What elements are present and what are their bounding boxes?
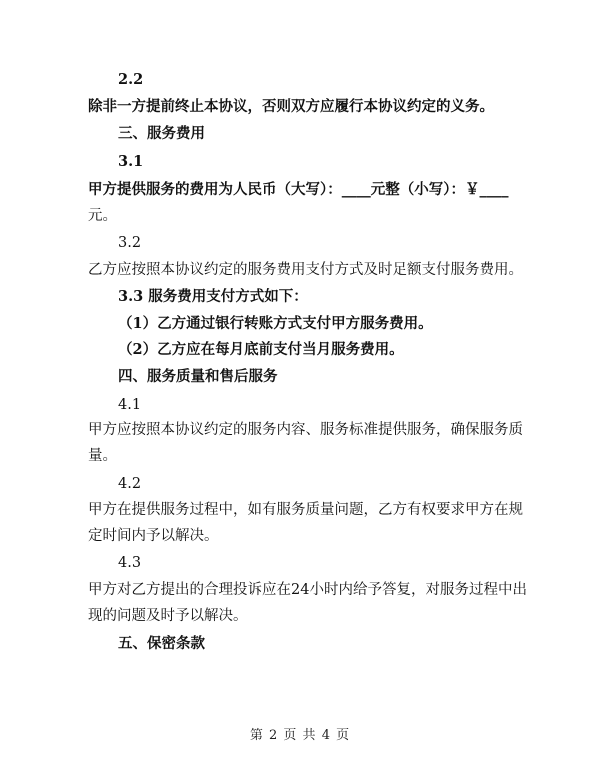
paragraph-4-2: 甲方在提供服务过程中，如有服务质量问题，乙方有权要求甲方在规 bbox=[88, 502, 523, 518]
paragraph-4-2-cont: 定时间内予以解决。 bbox=[88, 528, 219, 544]
section-number-3-1: 3.1 bbox=[118, 153, 144, 170]
section-number-4-2: 4.2 bbox=[118, 476, 142, 492]
page-footer: 第 2 页 共 4 页 bbox=[249, 728, 351, 743]
heading-service-fees: 三、服务费用 bbox=[118, 125, 205, 142]
paragraph-4-3: 甲方对乙方提出的合理投诉应在24小时内给予答复，对服务过程中出 bbox=[88, 582, 527, 598]
paragraph-3-1: 甲方提供服务的费用为人民币（大写）：____元整（小写）：￥____ bbox=[88, 181, 509, 198]
paragraph-3-1-cont: 元。 bbox=[88, 208, 117, 224]
heading-confidentiality: 五、保密条款 bbox=[118, 635, 205, 652]
paragraph-3-2: 乙方应按照本协议约定的服务费用支付方式及时足额支付服务费用。 bbox=[88, 262, 523, 278]
paragraph-2-2: 除非一方提前终止本协议，否则双方应履行本协议约定的义务。 bbox=[88, 98, 494, 115]
heading-service-quality: 四、服务质量和售后服务 bbox=[118, 368, 278, 385]
section-number-3-2: 3.2 bbox=[118, 235, 142, 251]
list-item-2: （2）乙方应在每月底前支付当月服务费用。 bbox=[118, 341, 404, 358]
paragraph-4-1-cont: 量。 bbox=[88, 448, 117, 464]
paragraph-4-1: 甲方应按照本协议约定的服务内容、服务标准提供服务，确保服务质 bbox=[88, 422, 523, 438]
paragraph-4-3-cont: 现的问题及时予以解决。 bbox=[88, 608, 248, 624]
list-item-1: （1）乙方通过银行转账方式支付甲方服务费用。 bbox=[118, 315, 433, 332]
section-3-3: 3.3 服务费用支付方式如下： bbox=[118, 288, 308, 305]
section-number-4-1: 4.1 bbox=[118, 397, 142, 413]
section-number-2-2: 2.2 bbox=[118, 71, 144, 88]
section-number-4-3: 4.3 bbox=[118, 555, 142, 571]
